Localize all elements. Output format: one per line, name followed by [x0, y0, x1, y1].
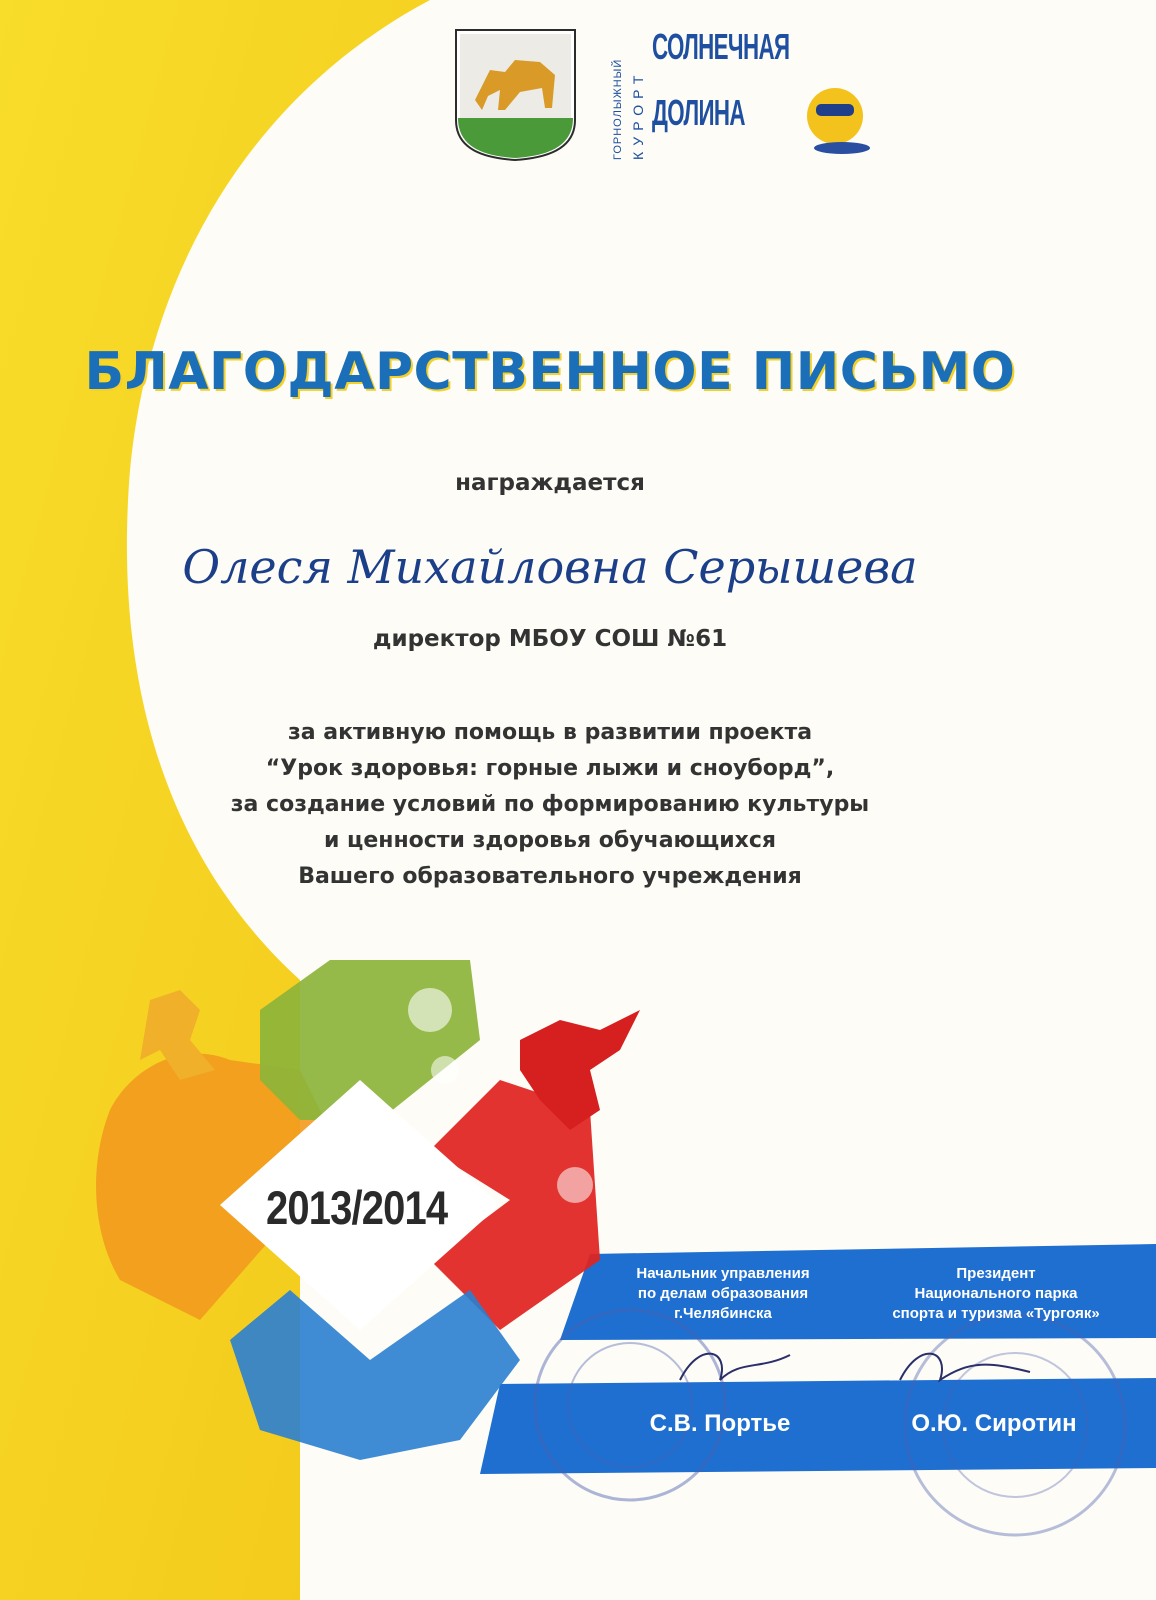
signatory-title-line: по делам образования: [637, 1285, 809, 1302]
recipient-position: директор МБОУ СОШ №61: [372, 626, 728, 652]
signatory-title-line: г.Челябинска: [674, 1305, 772, 1322]
certificate-title: БЛАГОДАРСТВЕННОЕ ПИСЬМО: [84, 342, 1016, 402]
reason-line: за создание условий по формированию культуры: [230, 792, 870, 817]
reason-line: Вашего образовательного учреждения: [298, 864, 802, 889]
sun-mascot-goggles: [816, 104, 854, 116]
reason-line: за активную помощь в развитии проекта: [287, 720, 813, 745]
brand-name-line1: СОЛНЕЧНАЯ: [652, 26, 790, 67]
signature-left: [680, 1354, 790, 1380]
sun-mascot-board: [814, 142, 870, 154]
signatory-name-left: С.В. Портье: [649, 1410, 791, 1437]
signatory-title-line: Национального парка: [914, 1285, 1078, 1302]
snowflake: [431, 1056, 459, 1084]
snowflake: [557, 1167, 593, 1203]
signature-right: [900, 1354, 1030, 1380]
snowflake: [408, 988, 452, 1032]
reason-line: “Урок здоровья: горные лыжи и сноуборд”,: [265, 756, 835, 781]
resort-kurort-label: КУРОРТ: [630, 69, 646, 160]
reason-line: и ценности здоровья обучающихся: [323, 828, 777, 853]
signatory-title-line: Начальник управления: [636, 1265, 810, 1282]
signatory-title-line: Президент: [956, 1265, 1036, 1282]
resort-type-label: ГОРНОЛЫЖНЫЙ: [612, 58, 624, 160]
awarded-label: награждается: [455, 470, 645, 496]
signatory-title-line: спорта и туризма «Тургояк»: [892, 1305, 1100, 1322]
signatory-name-right: О.Ю. Сиротин: [911, 1410, 1077, 1437]
recipient-name: Олеся Михайловна Серышева: [182, 540, 918, 594]
award-reason: [180, 715, 920, 895]
academic-year: 2013/2014: [266, 1181, 448, 1234]
signatory-title-right: [866, 1264, 1126, 1324]
signatory-title-left: [598, 1264, 848, 1324]
brand-name-line2: ДОЛИНА: [652, 92, 745, 133]
